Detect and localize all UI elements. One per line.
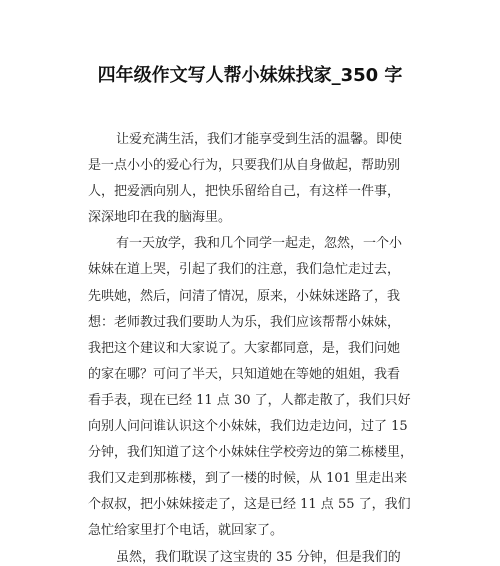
text-line: 有一天放学，我和几个同学一起走，忽然，一个小 [116,236,403,252]
text-line: 我们又走到那栋楼，到了一楼的时候，从 101 里走出来 [88,471,408,487]
text-line: 向别人问问谁认识这个小妹妹，我们边走边问，过了 15 [88,419,408,435]
text-line: 虽然，我们耽误了这宝贵的 35 分钟，但是我们的 [116,549,401,565]
text-line: 妹妹在道上哭，引起了我们的注意，我们急忙走过去， [88,262,401,278]
text-line: 深深地印在我的脑海里。 [88,210,232,226]
text-line: 想：老师教过我们要助人为乐，我们应该帮帮小妹妹， [88,314,401,330]
paragraph-2 [88,231,418,544]
text-line: 个叔叔，把小妹妹接走了，这是已经 11 点 55 了，我们 [88,497,411,513]
text-line: 的家在哪？可问了半天，只知道她在等她的姐姐，我看 [88,366,401,382]
text-line: 分钟，我们知道了这个小妹妹住学校旁边的第二栋楼里， [88,445,414,461]
text-line: 让爱充满生活，我们才能享受到生活的温馨。即使 [116,132,403,147]
document-body [88,127,418,566]
text-line: 是一点小小的爱心行为，只要我们从自身做起，帮助别 [88,158,401,174]
document-title: 四年级作文写人帮小妹妹找家_350 字 [97,65,403,86]
text-line: 看手表，现在已经 11 点 30 了，人都走散了，我们只好 [88,392,411,408]
text-line: 先哄她，然后，问清了情况，原来，小妹妹迷路了，我 [88,288,401,304]
paragraph-3 [88,545,418,566]
text-line: 急忙给家里打个电话，就回家了。 [88,523,284,539]
text-line: 人，把爱洒向别人，把快乐留给自己，有这样一件事， [88,184,401,200]
text-line: 我把这个建议和大家说了。大家都同意，是，我们问她 [88,340,401,356]
paragraph-1 [88,127,418,231]
